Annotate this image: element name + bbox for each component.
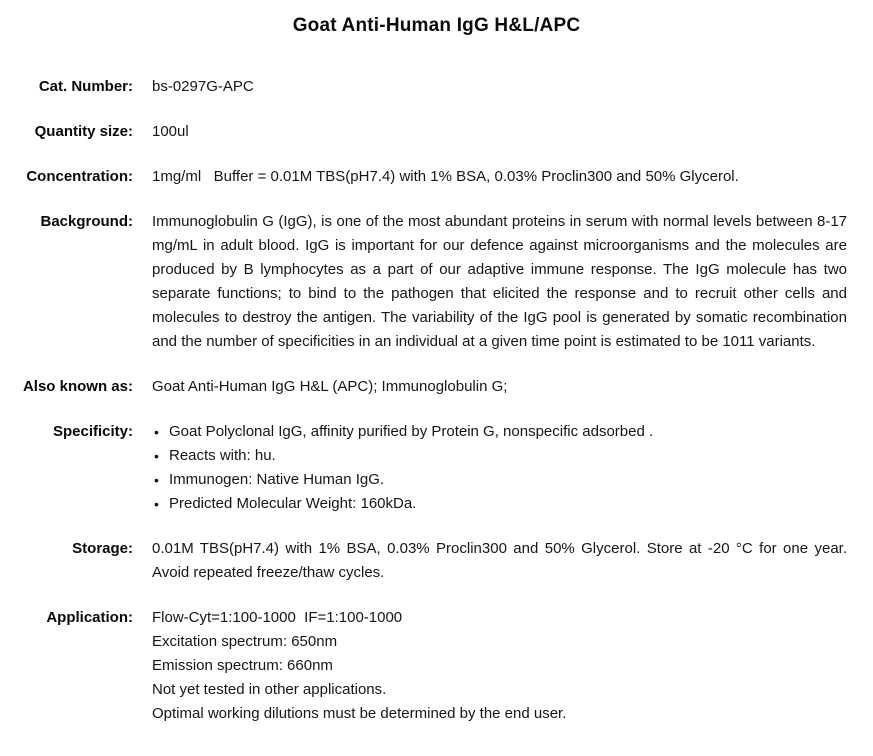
field-label-specificity: Specificity:: [52, 423, 133, 440]
bullet-item: [152, 492, 847, 516]
bullet-item: [152, 444, 847, 468]
bullet-text: Predicted Molecular Weight: 160kDa.: [169, 495, 417, 512]
field-value-quantity-size: [152, 120, 847, 144]
field-label-storage: Storage:: [72, 540, 133, 557]
bullet-text: Immunogen: Native Human IgG.: [169, 471, 385, 488]
value-line: Not yet tested in other applications.: [152, 681, 387, 698]
value-line: Goat Anti-Human IgG H&L (APC); Immunoglobulin G;: [152, 378, 508, 395]
field-row-specificity: [0, 420, 873, 516]
bullet-item: [152, 468, 847, 492]
value-line: 100ul: [152, 123, 189, 140]
field-row-concentration: [0, 165, 873, 189]
bullet-text: Reacts with: hu.: [169, 447, 276, 464]
bullet-icon: •: [154, 472, 159, 488]
bullet-list: [152, 420, 847, 516]
field-row-quantity-size: [0, 120, 873, 144]
field-label-quantity-size: Quantity size:: [34, 123, 133, 140]
value-line: bs-0297G-APC: [152, 78, 254, 95]
field-row-cat-number: [0, 75, 873, 99]
bullet-item: [152, 420, 847, 444]
bullet-icon: •: [154, 424, 159, 440]
field-rows: [0, 75, 873, 726]
field-row-storage: [0, 537, 873, 585]
field-row-background: [0, 210, 873, 354]
field-row-application: [0, 606, 873, 726]
field-label-cat-number: Cat. Number:: [38, 78, 133, 95]
field-value-storage: 0.01M TBS(pH7.4) with 1% BSA, 0.03% Proclin300 and 50% Glycerol. Store at -20 °C for one year. Avoid repeated freeze/thaw cycles.: [152, 540, 847, 581]
field-value-application: [152, 606, 847, 726]
bullet-icon: •: [154, 496, 159, 512]
field-label-also-known-as: Also known as:: [22, 378, 133, 395]
field-value-specificity: [152, 420, 847, 516]
value-line: Emission spectrum: 660nm: [152, 657, 333, 674]
bullet-text: Goat Polyclonal IgG, affinity purified by Protein G, nonspecific adsorbed .: [169, 423, 654, 440]
field-value-concentration: [152, 165, 847, 189]
field-label-background: Background:: [40, 213, 133, 230]
value-line: Excitation spectrum: 650nm: [152, 633, 338, 650]
field-row-also-known-as: [0, 375, 873, 399]
value-line: Optimal working dilutions must be determined by the end user.: [152, 705, 567, 722]
field-label-application: Application:: [46, 609, 133, 626]
value-line: Flow-Cyt=1:100-1000 IF=1:100-1000: [152, 609, 403, 626]
page-title: Goat Anti-Human IgG H&L/APC: [292, 15, 581, 36]
field-label-concentration: Concentration:: [26, 168, 133, 185]
field-value-cat-number: [152, 75, 847, 99]
field-value-also-known-as: [152, 375, 847, 399]
field-value-background: Immunoglobulin G (IgG), is one of the most abundant proteins in serum with normal levels between 8-17 mg/mL in adult blood. IgG is important for our defence against microorganisms and the molecules are produced by B lymphocytes as a part of our adaptive immune response. The IgG molecule has two separate functions; to bind to the pathogen that elicited the response and to recruit other cells and molecules to destroy the antigen. The variability of the IgG pool is generated by somatic recombination and the number of specificities in an individual at a given time point is estimated to be 1011 variants.: [152, 213, 847, 350]
value-line: 1mg/ml Buffer = 0.01M TBS(pH7.4) with 1% BSA, 0.03% Proclin300 and 50% Glycerol.: [152, 168, 739, 185]
bullet-icon: •: [154, 448, 159, 464]
